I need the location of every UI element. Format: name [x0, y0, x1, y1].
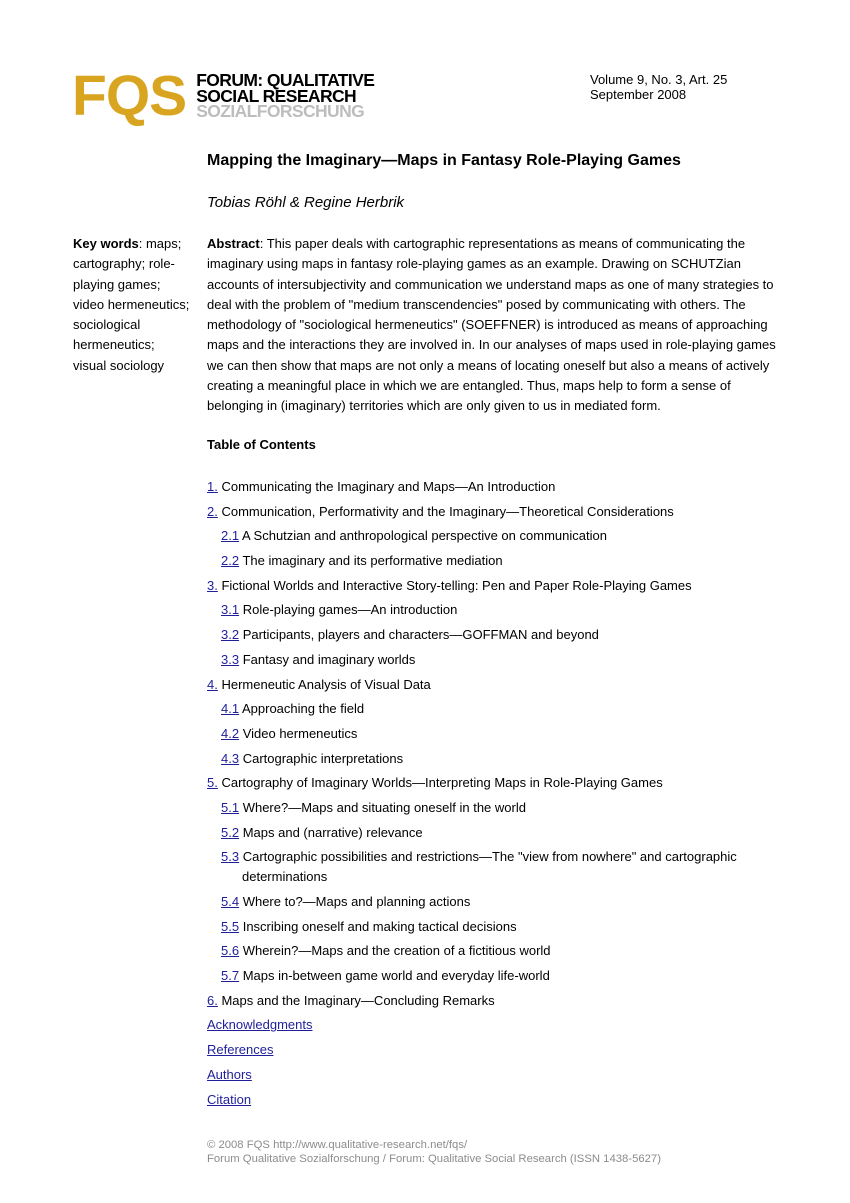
toc-item-text: Cartographic interpretations — [242, 750, 404, 766]
toc-item — [207, 847, 767, 887]
issue-date: September 2008 — [590, 86, 687, 102]
toc-link[interactable]: 4.3 — [221, 750, 240, 766]
toc-link[interactable]: 5.1 — [221, 799, 240, 815]
toc-item-text: Role-playing games—An introduction — [242, 602, 458, 618]
authors-link[interactable]: Authors — [207, 1066, 252, 1082]
table-of-contents — [207, 477, 767, 1114]
toc-link[interactable]: 5. — [207, 775, 218, 791]
toc-link[interactable]: 1. — [207, 479, 218, 494]
toc-link[interactable]: 3.3 — [221, 651, 240, 667]
abstract-text: : This paper deals with cartographic representations as means of communicating the imaginary using maps in fantasy role-playing games as an example. Drawing on SCHUTZian accounts of intersubjectivity and communication we understand maps as one of many strategies to deal with the problem of "medium transcendencies" posed by communicating with others. The methodology of "sociological hermeneutics" (SOEFFNER) is introduced as means of approaching maps and the interactions they are involved in. In our analyses of maps used in role-playing games we can then show that maps are not only a means of locating oneself but also a means of actively creating a meaningful place in which we are entangled. Thus, maps help to form a sense of belonging in (imaginary) territories which are only given to us in mediated form. — [207, 236, 776, 414]
toc-link[interactable]: 4.1 — [221, 701, 240, 717]
toc-item — [207, 625, 767, 645]
toc-item-text: A Schutzian and anthropological perspective on communication — [241, 528, 607, 544]
toc-item — [207, 966, 767, 986]
toc-item-text: Fantasy and imaginary worlds — [242, 651, 416, 667]
toc-item-text: Where?—Maps and situating oneself in the world — [242, 799, 526, 815]
toc-link[interactable]: 4. — [207, 676, 218, 692]
toc-item-text: Video hermeneutics — [242, 725, 358, 741]
toc-link[interactable]: 2.2 — [221, 553, 240, 569]
toc-link[interactable]: 2.1 — [221, 528, 240, 544]
toc-item — [207, 823, 767, 843]
toc-item — [207, 526, 767, 546]
toc-item — [207, 650, 767, 670]
page-footer — [207, 1138, 661, 1166]
keywords-block — [73, 234, 191, 376]
toc-item — [207, 798, 767, 818]
keywords-label: Key words — [73, 236, 139, 251]
fqs-logo — [72, 64, 375, 128]
logo-wordmark — [196, 70, 375, 121]
logo-line-2: SOCIAL RESEARCH — [196, 85, 357, 106]
logo-acronym: FQS — [72, 64, 187, 128]
toc-link[interactable]: 5.2 — [221, 824, 240, 840]
toc-item-text: Where to?—Maps and planning actions — [242, 894, 471, 909]
toc-item — [207, 477, 767, 497]
toc-item-authors — [207, 1065, 767, 1085]
toc-item — [207, 773, 767, 793]
footer-journal: Forum Qualitative Sozialforschung / Forum: Qualitative Social Research (ISSN 1438-5627) — [207, 1153, 661, 1165]
toc-item-acknowledgments — [207, 1015, 767, 1035]
abstract-block — [207, 234, 777, 417]
footer-copyright: © 2008 FQS http://www.qualitative-research.net/fqs/ — [207, 1139, 468, 1151]
toc-link[interactable]: 3. — [207, 577, 218, 593]
logo-line-3: SOZIALFORSCHUNG — [196, 101, 365, 121]
toc-item-text: Cartography of Imaginary Worlds—Interpreting Maps in Role-Playing Games — [221, 775, 663, 791]
toc-item — [207, 502, 767, 522]
toc-item — [207, 892, 767, 912]
toc-heading: Table of Contents — [207, 437, 316, 452]
toc-item — [207, 917, 767, 937]
toc-item-text: Communication, Performativity and the Imaginary—Theoretical Considerations — [221, 503, 674, 519]
toc-item — [207, 551, 767, 571]
toc-item-text: Hermeneutic Analysis of Visual Data — [221, 676, 431, 692]
toc-item-text: Maps in-between game world and everyday life-world — [242, 968, 550, 984]
toc-item-text: The imaginary and its performative mediation — [242, 553, 503, 569]
toc-item-text: Maps and (narrative) relevance — [242, 824, 423, 840]
toc-item-text: Cartographic possibilities and restrictions—The "view from nowhere" and cartographic determinations — [242, 849, 737, 885]
toc-item — [207, 576, 767, 596]
toc-item — [207, 991, 767, 1011]
issue-info — [590, 73, 727, 102]
toc-item-text: Approaching the field — [241, 701, 365, 717]
toc-item — [207, 724, 767, 744]
toc-item-references — [207, 1040, 767, 1060]
toc-item-text: Communicating the Imaginary and Maps—An Introduction — [221, 479, 556, 494]
toc-item — [207, 941, 767, 961]
toc-item — [207, 699, 767, 719]
acknowledgments-link[interactable]: Acknowledgments — [207, 1017, 313, 1033]
toc-item-text: Fictional Worlds and Interactive Story-telling: Pen and Paper Role-Playing Games — [221, 577, 692, 593]
toc-item-citation — [207, 1090, 767, 1110]
toc-link[interactable]: 3.1 — [221, 602, 240, 618]
toc-link[interactable]: 5.5 — [221, 918, 240, 934]
toc-link[interactable]: 5.3 — [221, 849, 240, 865]
keywords-text: : maps; cartography; role-playing games; video hermeneutics; sociological hermeneutics; visual sociology — [73, 236, 190, 373]
article-title: Mapping the Imaginary—Maps in Fantasy Role-Playing Games — [207, 152, 681, 169]
toc-item — [207, 749, 767, 769]
toc-link[interactable]: 5.6 — [221, 943, 240, 959]
toc-item-text: Participants, players and characters—GOFFMAN and beyond — [242, 627, 599, 643]
issue-volume: Volume 9, No. 3, Art. 25 — [590, 72, 728, 87]
logo-line-1: FORUM: QUALITATIVE — [196, 70, 375, 90]
toc-link[interactable]: 4.2 — [221, 725, 240, 741]
toc-item — [207, 600, 767, 620]
toc-item-text: Wherein?—Maps and the creation of a fictitious world — [242, 943, 551, 959]
toc-link[interactable]: 6. — [207, 992, 218, 1008]
toc-link[interactable]: 3.2 — [221, 627, 240, 643]
toc-item-text: Maps and the Imaginary—Concluding Remarks — [221, 992, 495, 1008]
toc-link[interactable]: 5.4 — [221, 894, 240, 909]
article-authors: Tobias Röhl & Regine Herbrik — [207, 194, 405, 211]
citation-link[interactable]: Citation — [207, 1091, 252, 1107]
toc-item-text: Inscribing oneself and making tactical decisions — [242, 918, 517, 934]
abstract-label: Abstract — [207, 236, 260, 251]
toc-link[interactable]: 5.7 — [221, 968, 240, 984]
references-link[interactable]: References — [207, 1042, 274, 1058]
toc-link[interactable]: 2. — [207, 503, 218, 519]
toc-item — [207, 675, 767, 695]
